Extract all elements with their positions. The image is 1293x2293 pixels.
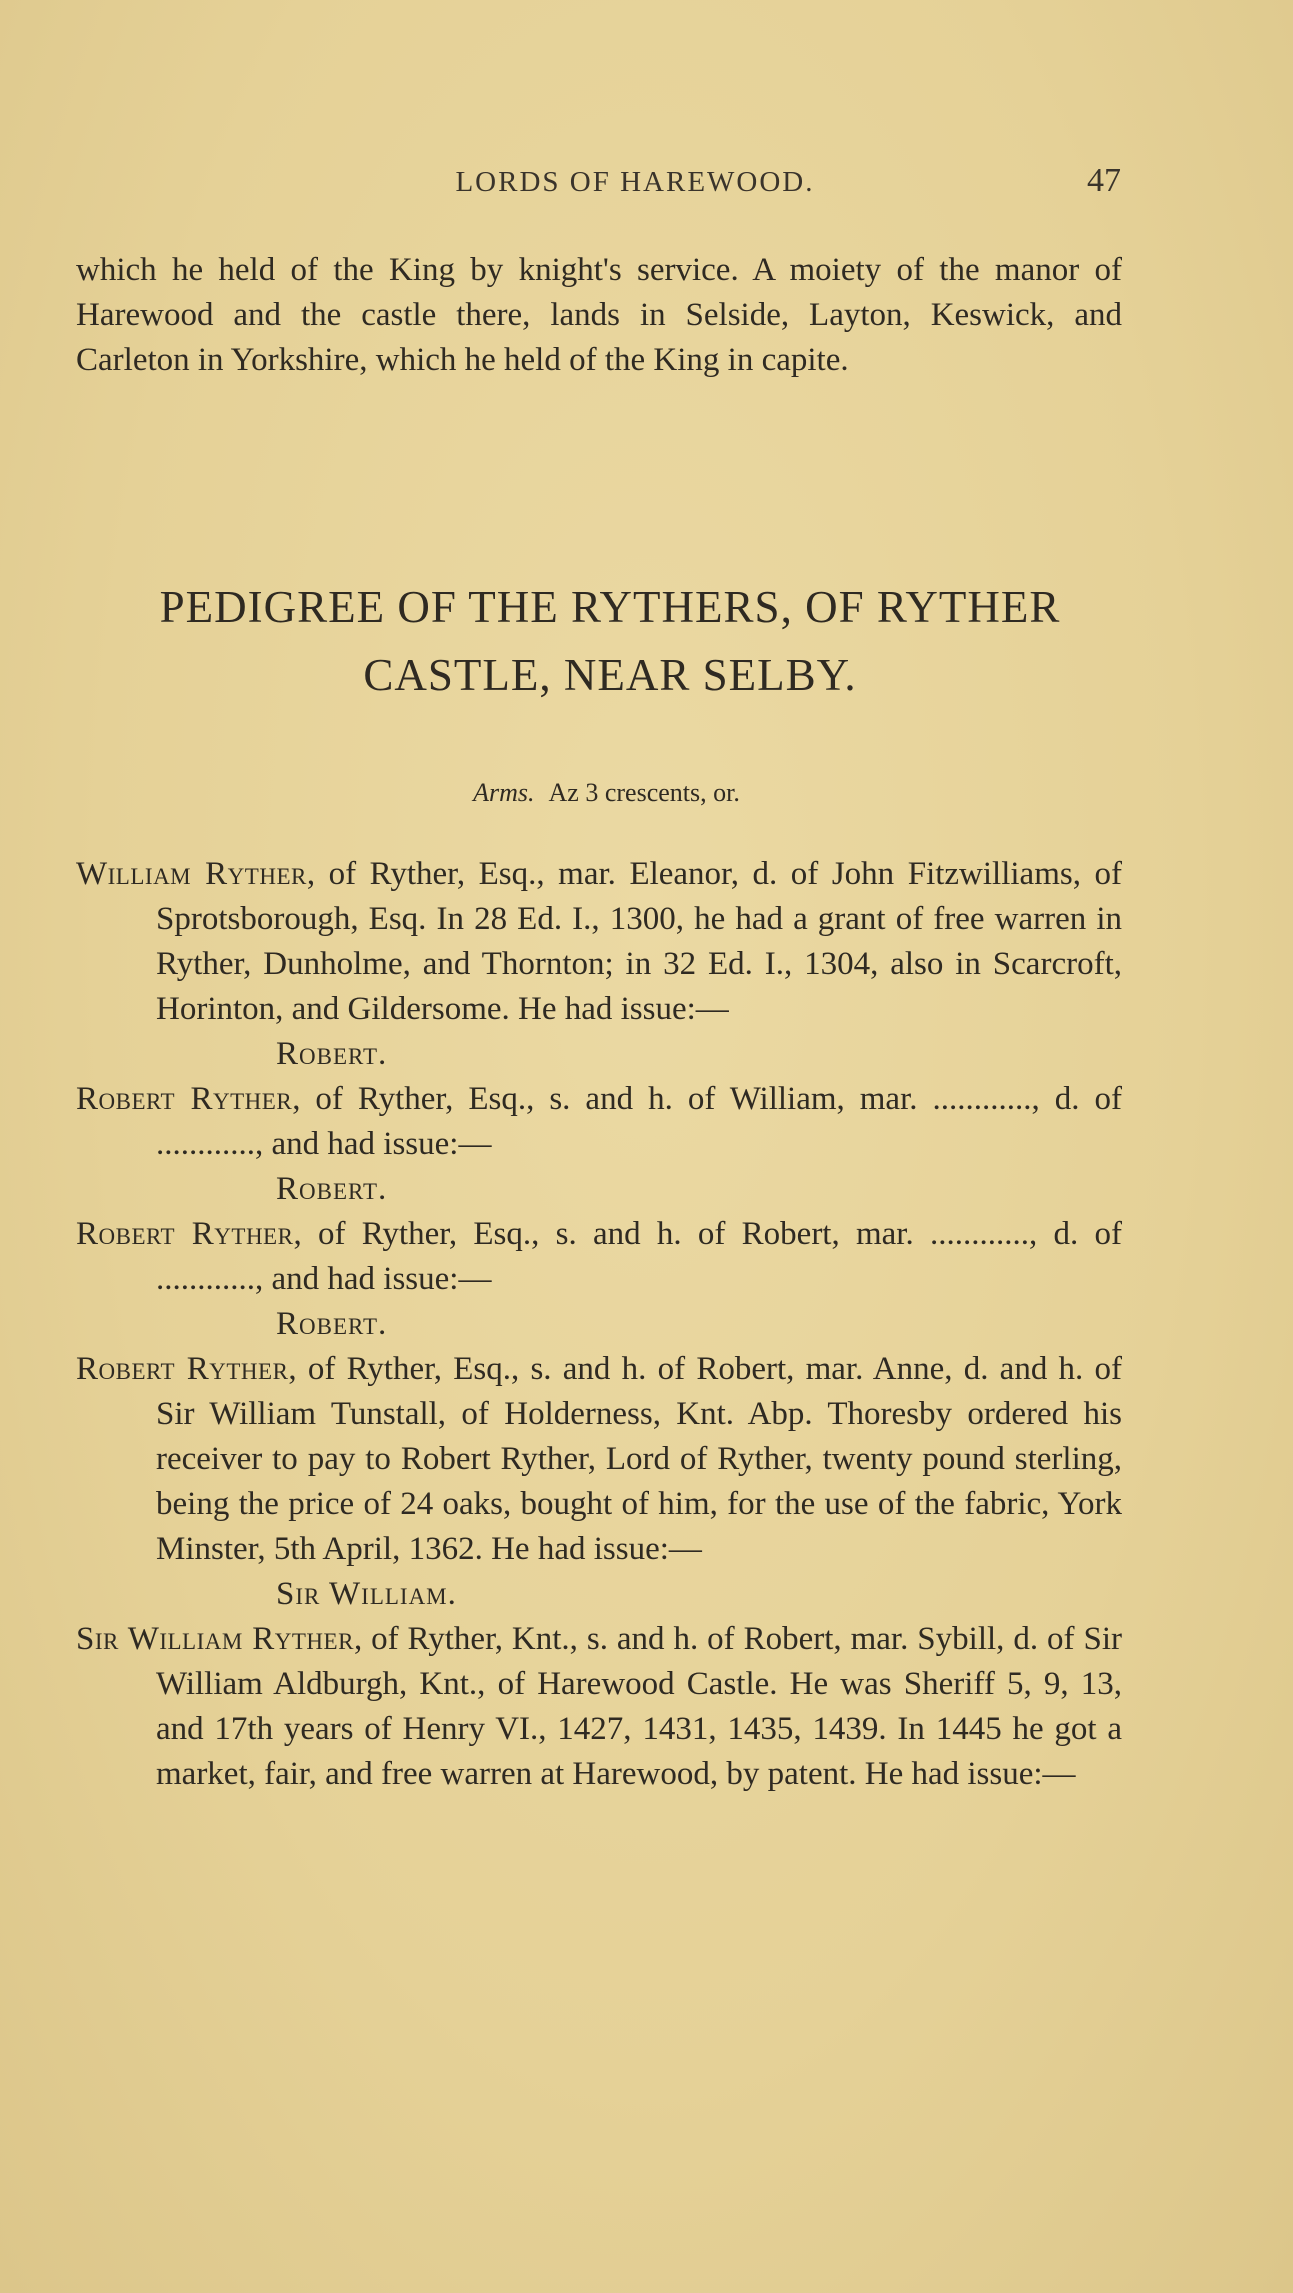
opening-paragraph	[76, 248, 1122, 383]
pedigree-entry	[76, 1212, 1122, 1302]
arms-line	[0, 778, 1213, 808]
entry-name: Robert Ryther	[76, 1351, 289, 1387]
entry-text: , of Ryther, Esq., s. and h. of Robert, mar. ............, d. of ............, and had issue:—	[156, 1216, 1122, 1297]
page-header	[0, 162, 1293, 206]
entry-name: Robert Ryther	[76, 1081, 293, 1117]
entry-name: William Ryther	[76, 856, 307, 892]
title-line-1: PEDIGREE OF THE RYTHERS, OF RYTHER	[159, 582, 1061, 632]
page-number: 47	[1087, 162, 1121, 199]
pedigree-entries	[76, 852, 1122, 1797]
pedigree-entry	[76, 1617, 1122, 1797]
entry-name: Robert Ryther	[76, 1216, 294, 1252]
entry-text: , of Ryther, Esq., mar. Eleanor, d. of John Fitzwilliams, of Sprotsborough, Esq. In 28 Ed. I., 1300, he had a grant of free warren in Ryther, Dunholme, and Thornton; in 32 Ed. I., 1304, also in Scarcroft, Horinton, and Gildersome. He had issue:—	[156, 856, 1122, 1027]
arms-label: Arms.	[473, 778, 535, 807]
running-head: LORDS OF HAREWOOD.	[455, 166, 815, 198]
pedigree-title	[40, 573, 1180, 709]
title-line-2: CASTLE, NEAR SELBY.	[363, 650, 857, 700]
entry-issue: Robert.	[276, 1036, 388, 1072]
entry-name: Sir William Ryther	[76, 1621, 354, 1657]
entry-text: , of Ryther, Esq., s. and h. of William, mar. ............, d. of ............, and had issue:—	[156, 1081, 1122, 1162]
pedigree-entry	[76, 852, 1122, 1032]
entry-issue: Sir William.	[276, 1576, 457, 1612]
entry-issue: Robert.	[276, 1306, 388, 1342]
opening-paragraph-text: which he held of the King by knight's service. A moiety of the manor of Harewood and the castle there, lands in Selside, Layton, Keswick, and Carleton in Yorkshire, which he held of the King in capite.	[76, 252, 1122, 378]
pedigree-entry	[76, 1077, 1122, 1167]
entry-text: , of Ryther, Knt., s. and h. of Robert, mar. Sybill, d. of Sir William Aldburgh, Knt., of Harewood Castle. He was Sheriff 5, 9, 13, and 17th years of Henry VI., 1427, 1431, 1435, 1439. In 1445 he got a market, fair, and free warren at Harewood, by patent. He had issue:—	[156, 1621, 1122, 1792]
entry-issue: Robert.	[276, 1171, 388, 1207]
pedigree-entry	[76, 1347, 1122, 1572]
arms-description: Az 3 crescents, or.	[548, 778, 740, 807]
entry-text: , of Ryther, Esq., s. and h. of Robert, mar. Anne, d. and h. of Sir William Tunstall, of Holderness, Knt. Abp. Thoresby ordered his receiver to pay to Robert Ryther, Lord of Ryther, twenty pound sterling, being the price of 24 oaks, bought of him, for the use of the fabric, York Minster, 5th April, 1362. He had issue:—	[156, 1351, 1122, 1567]
